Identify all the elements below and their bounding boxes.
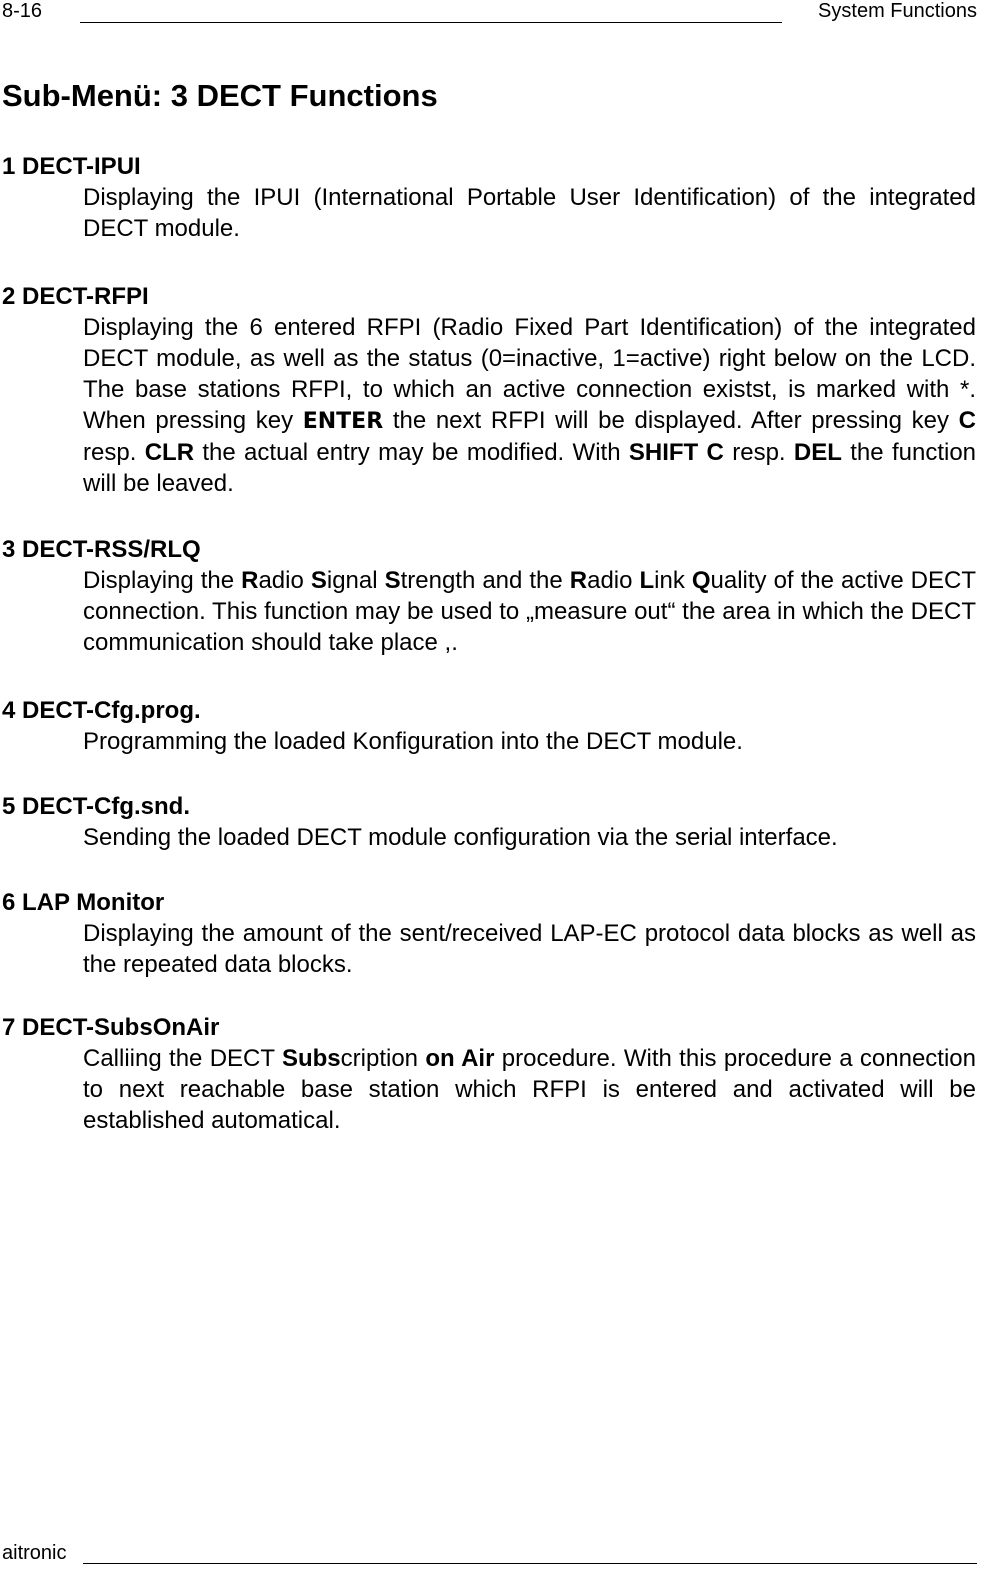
emphasis-text: S [384, 567, 401, 594]
emphasis-text: on Air [425, 1045, 495, 1072]
emphasis-text: S [310, 567, 327, 594]
emphasis-text: Q [691, 567, 711, 594]
body-text: adio [587, 567, 640, 594]
body-text: adio [258, 567, 311, 594]
section-heading: 7 DECT-SubsOnAir [2, 1014, 220, 1041]
body-text: Displaying the amount of the sent/received LAP-EC protocol data blocks as well as the repeated data blocks. [83, 920, 976, 978]
body-text: procedure. With this procedure a connection to next reachable base station which RFPI is entered and activated will be established automatical. [83, 1045, 977, 1134]
emphasis-text: ENTER [302, 409, 384, 434]
section-body [0, 565, 976, 658]
body-text: Displaying the IPUI (International Portable User Identification) of the integrated DECT module. [83, 184, 976, 242]
section-heading: 4 DECT-Cfg.prog. [2, 697, 201, 724]
body-text: the function will be leaved. [83, 439, 977, 497]
section-heading: 1 DECT-IPUI [2, 153, 141, 180]
section-body [0, 182, 976, 244]
body-text: Displaying the 6 entered RFPI (Radio Fixed Part Identification) of the integrated DECT module, as well as the status (0=inactive, 1=active) right below on the LCD. The base stations RFPI, to which an active connection existst, is marked with *. When pressing key [83, 314, 976, 434]
body-text: ignal [326, 567, 385, 594]
body-text: ink [654, 567, 692, 594]
body-text: Calliing the DECT [83, 1045, 282, 1072]
section-heading: 2 DECT-RFPI [2, 283, 149, 310]
chapter-title: System Functions [818, 0, 977, 22]
body-text: uality of the active DECT connection. This function may be used to „measure out“ the area in which the DECT communication should take place ,. [83, 567, 977, 656]
section-heading: 6 LAP Monitor [2, 889, 165, 916]
emphasis-text: R [569, 567, 588, 594]
body-text: Programming the loaded Konfiguration into the DECT module. [83, 728, 743, 755]
section-dect-rss-rlq [0, 535, 985, 658]
section-dect-rfpi [0, 282, 985, 499]
body-text: resp. [723, 439, 794, 466]
section-body [0, 312, 976, 499]
emphasis-text: SHIFT C [628, 439, 724, 466]
section-dect-cfg-snd [0, 792, 985, 853]
header-rule [80, 22, 782, 23]
section-body [0, 726, 976, 757]
section-heading: 5 DECT-Cfg.snd. [2, 793, 191, 820]
body-text: trength and the [400, 567, 570, 594]
section-body [0, 918, 976, 980]
emphasis-text: CLR [144, 439, 195, 466]
body-text: the next RFPI will be displayed. After pressing key [383, 407, 959, 434]
section-lap-monitor [0, 888, 985, 980]
body-text: resp. [83, 439, 145, 466]
body-text: Sending the loaded DECT module configuration via the serial interface. [83, 824, 838, 851]
section-dect-subsonair [0, 1013, 985, 1136]
company-name: aitronic [2, 1542, 67, 1564]
section-body [0, 822, 976, 853]
footer-rule [83, 1563, 977, 1564]
emphasis-text: DEL [793, 439, 842, 466]
section-heading: 3 DECT-RSS/RLQ [2, 536, 201, 563]
emphasis-text: L [639, 567, 655, 594]
emphasis-text: R [241, 567, 259, 594]
page-title: Sub-Menü: 3 DECT Functions [2, 78, 438, 113]
body-text: cription [340, 1045, 426, 1072]
body-text: the actual entry may be modified. With [194, 439, 629, 466]
page-number: 8-16 [2, 0, 43, 22]
emphasis-text: Subs [281, 1045, 341, 1072]
section-body [0, 1043, 976, 1136]
emphasis-text: C [958, 407, 976, 434]
section-dect-ipui [0, 152, 985, 244]
section-dect-cfg-prog [0, 696, 985, 757]
body-text: Displaying the [83, 567, 242, 594]
